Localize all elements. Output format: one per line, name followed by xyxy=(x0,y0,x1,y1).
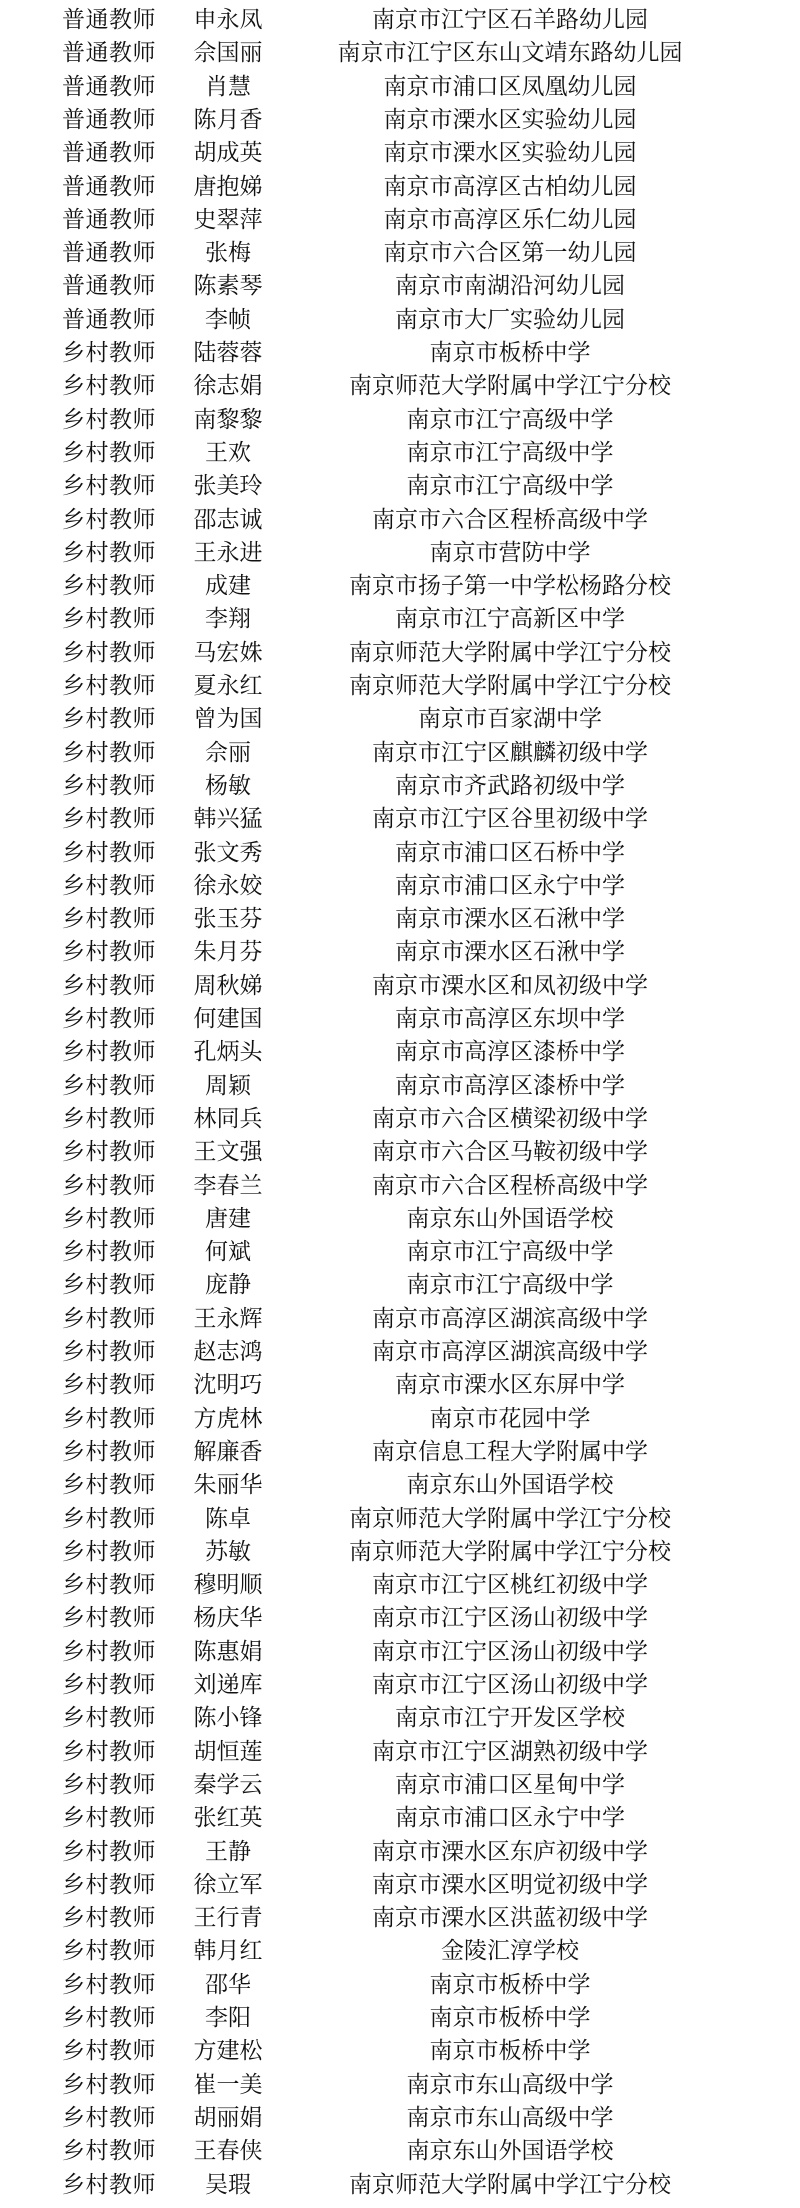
table-row xyxy=(0,1103,800,1136)
teacher-name: 胡恒莲 xyxy=(193,1738,263,1765)
teacher-name: 朱月芬 xyxy=(193,939,263,966)
teacher-name: 张红英 xyxy=(193,1805,263,1832)
school-name: 南京市高淳区湖滨高级中学 xyxy=(372,1305,648,1332)
school-name: 南京师范大学附属中学江宁分校 xyxy=(349,1538,671,1565)
school-name: 南京市浦口区石桥中学 xyxy=(395,839,625,866)
table-row xyxy=(0,1669,800,1702)
table-row xyxy=(0,1902,800,1935)
teacher-name: 王行青 xyxy=(193,1905,263,1932)
school-name: 南京市南湖沿河幼儿园 xyxy=(395,273,625,300)
table-row xyxy=(0,1336,800,1369)
table-row xyxy=(0,437,800,470)
teacher-category: 乡村教师 xyxy=(62,1039,156,1066)
table-row xyxy=(0,237,800,270)
teacher-category: 乡村教师 xyxy=(62,406,156,433)
teacher-category: 乡村教师 xyxy=(62,1572,156,1599)
teacher-category: 乡村教师 xyxy=(62,972,156,999)
teacher-name: 杨庆华 xyxy=(193,1605,263,1632)
school-name: 南京市板桥中学 xyxy=(429,2038,591,2065)
teacher-name: 王静 xyxy=(205,1838,251,1865)
teacher-category: 乡村教师 xyxy=(62,506,156,533)
teacher-name: 方建松 xyxy=(193,2038,263,2065)
teacher-name: 王永辉 xyxy=(193,1305,263,1332)
school-name: 南京东山外国语学校 xyxy=(406,1472,614,1499)
table-row xyxy=(0,1436,800,1469)
teacher-name: 胡成英 xyxy=(193,140,263,167)
teacher-name: 苏敏 xyxy=(205,1538,251,1565)
school-name: 南京市江宁高级中学 xyxy=(406,439,614,466)
teacher-name: 周秋娣 xyxy=(193,972,263,999)
teacher-category: 乡村教师 xyxy=(62,2138,156,2165)
teacher-name: 秦学云 xyxy=(193,1771,263,1798)
teacher-name: 佘丽 xyxy=(205,739,251,766)
teacher-name: 王文强 xyxy=(193,1139,263,1166)
table-row xyxy=(0,71,800,104)
school-name: 南京市江宁高级中学 xyxy=(406,473,614,500)
table-row xyxy=(0,1170,800,1203)
teacher-name: 陈卓 xyxy=(205,1505,251,1532)
table-row xyxy=(0,1769,800,1802)
teacher-name: 马宏姝 xyxy=(193,639,263,666)
teacher-category: 乡村教师 xyxy=(62,1006,156,1032)
teacher-name: 胡丽娟 xyxy=(193,2104,263,2131)
teacher-name: 朱丽华 xyxy=(193,1472,263,1499)
school-name: 南京市板桥中学 xyxy=(429,340,591,366)
teacher-name: 方虎林 xyxy=(193,1405,263,1432)
table-row xyxy=(0,4,800,37)
table-row xyxy=(0,104,800,137)
teacher-category: 乡村教师 xyxy=(62,2038,156,2065)
teacher-name: 李帧 xyxy=(205,306,251,333)
school-name: 南京市高淳区漆桥中学 xyxy=(395,1039,625,1066)
teacher-category: 乡村教师 xyxy=(62,1305,156,1332)
school-name: 南京师范大学附属中学江宁分校 xyxy=(349,2171,671,2198)
teacher-category: 普通教师 xyxy=(62,240,156,267)
teacher-category: 普通教师 xyxy=(62,106,156,133)
teacher-name: 崔一美 xyxy=(193,2071,263,2098)
table-row xyxy=(0,1636,800,1669)
teacher-name: 李阳 xyxy=(205,2005,251,2031)
school-name: 南京师范大学附属中学江宁分校 xyxy=(349,1505,671,1532)
school-name: 南京市六合区马鞍初级中学 xyxy=(372,1139,648,1166)
school-name: 南京师范大学附属中学江宁分校 xyxy=(349,373,671,400)
teacher-category: 乡村教师 xyxy=(62,1105,156,1132)
teacher-category: 乡村教师 xyxy=(62,1538,156,1565)
school-name: 南京市高淳区东坝中学 xyxy=(395,1006,625,1032)
table-row xyxy=(0,1503,800,1536)
teacher-category: 乡村教师 xyxy=(62,373,156,400)
teacher-name: 孔炳头 xyxy=(193,1039,263,1066)
school-name: 南京市浦口区星甸中学 xyxy=(395,1771,625,1798)
school-name: 南京市浦口区凤凰幼儿园 xyxy=(383,73,637,100)
teacher-name: 王永进 xyxy=(193,539,263,566)
school-name: 南京市溧水区明觉初级中学 xyxy=(372,1871,648,1898)
table-row xyxy=(0,803,800,836)
table-row xyxy=(0,1403,800,1436)
table-row xyxy=(0,171,800,204)
teacher-category: 普通教师 xyxy=(62,206,156,233)
table-row xyxy=(0,637,800,670)
school-name: 南京市浦口区永宁中学 xyxy=(395,1805,625,1832)
table-row xyxy=(0,1736,800,1769)
table-row xyxy=(0,1869,800,1902)
teacher-category: 乡村教师 xyxy=(62,806,156,833)
school-name: 南京市花园中学 xyxy=(429,1405,591,1432)
teacher-name: 赵志鸿 xyxy=(193,1339,263,1365)
teacher-name: 张玉芬 xyxy=(193,906,263,933)
table-row xyxy=(0,270,800,303)
school-name: 南京市扬子第一中学松杨路分校 xyxy=(349,573,671,600)
school-name: 南京市江宁区石羊路幼儿园 xyxy=(372,7,648,33)
table-row xyxy=(0,1303,800,1336)
teacher-category: 乡村教师 xyxy=(62,1205,156,1232)
table-row xyxy=(0,370,800,403)
teacher-name: 穆明顺 xyxy=(193,1572,263,1599)
teacher-category: 乡村教师 xyxy=(62,1638,156,1665)
school-name: 南京市高淳区古柏幼儿园 xyxy=(383,173,637,200)
teacher-name: 徐志娟 xyxy=(193,373,263,400)
teacher-name: 韩兴猛 xyxy=(193,806,263,833)
teacher-name: 周颖 xyxy=(205,1072,251,1099)
teacher-name: 成建 xyxy=(205,573,251,600)
teacher-name: 杨敏 xyxy=(205,772,251,799)
table-row xyxy=(0,404,800,437)
teacher-category: 普通教师 xyxy=(62,306,156,333)
school-name: 南京师范大学附属中学江宁分校 xyxy=(349,673,671,699)
table-row xyxy=(0,2102,800,2135)
school-name: 南京市溧水区石湫中学 xyxy=(395,939,625,966)
table-row xyxy=(0,770,800,803)
school-name: 南京市江宁高级中学 xyxy=(406,1239,614,1266)
table-row xyxy=(0,137,800,170)
table-row xyxy=(0,703,800,736)
school-name: 南京市高淳区乐仁幼儿园 xyxy=(383,206,637,233)
teacher-name: 史翠萍 xyxy=(193,206,263,233)
table-row xyxy=(0,304,800,337)
teacher-category: 普通教师 xyxy=(62,7,156,33)
school-name: 南京市江宁区汤山初级中学 xyxy=(372,1605,648,1632)
table-row xyxy=(0,1602,800,1635)
table-row xyxy=(0,1236,800,1269)
table-row xyxy=(0,903,800,936)
school-name: 南京市六合区横梁初级中学 xyxy=(372,1105,648,1132)
teacher-category: 乡村教师 xyxy=(62,1472,156,1499)
teacher-category: 乡村教师 xyxy=(62,673,156,699)
teacher-category: 普通教师 xyxy=(62,73,156,100)
table-row xyxy=(0,2169,800,2202)
teacher-name: 王春侠 xyxy=(193,2138,263,2165)
school-name: 南京师范大学附属中学江宁分校 xyxy=(349,639,671,666)
school-name: 南京市江宁区麒麟初级中学 xyxy=(372,739,648,766)
school-name: 南京市江宁高级中学 xyxy=(406,406,614,433)
teacher-category: 乡村教师 xyxy=(62,1971,156,1998)
teacher-category: 乡村教师 xyxy=(62,1139,156,1166)
teacher-name: 徐永姣 xyxy=(193,872,263,899)
teacher-category: 乡村教师 xyxy=(62,772,156,799)
teacher-category: 乡村教师 xyxy=(62,2104,156,2131)
teacher-name: 邵志诚 xyxy=(193,506,263,533)
school-name: 南京市江宁区汤山初级中学 xyxy=(372,1672,648,1698)
teacher-name: 申永凤 xyxy=(193,7,263,33)
table-row xyxy=(0,537,800,570)
teacher-category: 乡村教师 xyxy=(62,539,156,566)
teacher-name: 吴瑕 xyxy=(205,2171,251,2198)
teacher-name: 庞静 xyxy=(205,1272,251,1299)
school-name: 南京市江宁高级中学 xyxy=(406,1272,614,1299)
teacher-name: 南黎黎 xyxy=(193,406,263,433)
school-name: 南京市六合区第一幼儿园 xyxy=(383,240,637,267)
teacher-name: 陈小锋 xyxy=(193,1705,263,1732)
table-row xyxy=(0,737,800,770)
table-row xyxy=(0,870,800,903)
teacher-name: 肖慧 xyxy=(205,73,251,100)
teacher-category: 普通教师 xyxy=(62,173,156,200)
table-row xyxy=(0,1702,800,1735)
teacher-name: 沈明巧 xyxy=(193,1372,263,1399)
school-name: 南京市六合区程桥高级中学 xyxy=(372,1172,648,1199)
table-row xyxy=(0,837,800,870)
table-row xyxy=(0,1969,800,2002)
school-name: 南京市营防中学 xyxy=(429,539,591,566)
teacher-category: 乡村教师 xyxy=(62,1605,156,1632)
school-name: 南京市溧水区实验幼儿园 xyxy=(383,140,637,167)
table-row xyxy=(0,1836,800,1869)
teacher-category: 乡村教师 xyxy=(62,439,156,466)
table-row xyxy=(0,1469,800,1502)
teacher-name: 陆蓉蓉 xyxy=(193,340,263,366)
teacher-name: 张美玲 xyxy=(193,473,263,500)
school-name: 南京市溧水区洪蓝初级中学 xyxy=(372,1905,648,1932)
teacher-name: 张梅 xyxy=(205,240,251,267)
teacher-category: 乡村教师 xyxy=(62,340,156,366)
teacher-category: 乡村教师 xyxy=(62,1072,156,1099)
teacher-category: 乡村教师 xyxy=(62,1239,156,1266)
school-name: 南京市高淳区湖滨高级中学 xyxy=(372,1339,648,1365)
table-row xyxy=(0,1036,800,1069)
teacher-category: 普通教师 xyxy=(62,140,156,167)
table-row xyxy=(0,1935,800,1968)
table-row xyxy=(0,1136,800,1169)
teacher-category: 乡村教师 xyxy=(62,872,156,899)
teacher-category: 乡村教师 xyxy=(62,1871,156,1898)
teacher-name: 曾为国 xyxy=(193,706,263,733)
school-name: 南京市溧水区和凤初级中学 xyxy=(372,972,648,999)
teacher-category: 乡村教师 xyxy=(62,1905,156,1932)
table-row xyxy=(0,1003,800,1036)
table-row xyxy=(0,670,800,703)
teacher-category: 乡村教师 xyxy=(62,1272,156,1299)
school-name: 南京市百家湖中学 xyxy=(418,706,602,733)
table-row xyxy=(0,2002,800,2035)
teacher-category: 乡村教师 xyxy=(62,606,156,633)
teacher-category: 普通教师 xyxy=(62,273,156,300)
school-name: 金陵汇淳学校 xyxy=(441,1938,579,1965)
school-name: 南京市板桥中学 xyxy=(429,2005,591,2031)
school-name: 南京市江宁区汤山初级中学 xyxy=(372,1638,648,1665)
school-name: 南京市溧水区实验幼儿园 xyxy=(383,106,637,133)
teacher-name: 林同兵 xyxy=(193,1105,263,1132)
teacher-name: 解廉香 xyxy=(193,1438,263,1465)
school-name: 南京信息工程大学附属中学 xyxy=(372,1438,648,1465)
teacher-category: 乡村教师 xyxy=(62,473,156,500)
school-name: 南京市江宁区谷里初级中学 xyxy=(372,806,648,833)
school-name: 南京市溧水区东庐初级中学 xyxy=(372,1838,648,1865)
teacher-category: 乡村教师 xyxy=(62,1405,156,1432)
table-row xyxy=(0,2135,800,2168)
teacher-name: 邵华 xyxy=(205,1971,251,1998)
teacher-category: 普通教师 xyxy=(62,40,156,67)
school-name: 南京市浦口区永宁中学 xyxy=(395,872,625,899)
table-row xyxy=(0,204,800,237)
teacher-name: 唐抱娣 xyxy=(193,173,263,200)
teacher-name: 王欢 xyxy=(205,439,251,466)
school-name: 南京市大厂实验幼儿园 xyxy=(395,306,625,333)
table-row xyxy=(0,1203,800,1236)
teacher-category: 乡村教师 xyxy=(62,939,156,966)
table-row xyxy=(0,37,800,70)
teacher-name: 何建国 xyxy=(193,1006,263,1032)
table-row xyxy=(0,1802,800,1835)
teacher-category: 乡村教师 xyxy=(62,1339,156,1365)
table-row xyxy=(0,470,800,503)
teacher-category: 乡村教师 xyxy=(62,1805,156,1832)
teacher-name: 李翔 xyxy=(205,606,251,633)
teacher-name: 陈月香 xyxy=(193,106,263,133)
school-name: 南京市六合区程桥高级中学 xyxy=(372,506,648,533)
school-name: 南京市江宁区湖熟初级中学 xyxy=(372,1738,648,1765)
teacher-name: 夏永红 xyxy=(193,673,263,699)
school-name: 南京市高淳区漆桥中学 xyxy=(395,1072,625,1099)
school-name: 南京市江宁开发区学校 xyxy=(395,1705,625,1732)
school-name: 南京市溧水区东屏中学 xyxy=(395,1372,625,1399)
teacher-category: 乡村教师 xyxy=(62,1372,156,1399)
teacher-name: 佘国丽 xyxy=(193,40,263,67)
table-row xyxy=(0,2069,800,2102)
school-name: 南京东山外国语学校 xyxy=(406,1205,614,1232)
school-name: 南京市江宁区东山文靖东路幼儿园 xyxy=(337,40,683,67)
school-name: 南京市东山高级中学 xyxy=(406,2104,614,2131)
teacher-category: 乡村教师 xyxy=(62,1838,156,1865)
school-name: 南京东山外国语学校 xyxy=(406,2138,614,2165)
teacher-name: 韩月红 xyxy=(193,1938,263,1965)
teacher-category: 乡村教师 xyxy=(62,2005,156,2031)
teacher-category: 乡村教师 xyxy=(62,706,156,733)
teacher-category: 乡村教师 xyxy=(62,839,156,866)
teacher-category: 乡村教师 xyxy=(62,1505,156,1532)
school-name: 南京市东山高级中学 xyxy=(406,2071,614,2098)
table-row xyxy=(0,603,800,636)
school-name: 南京市江宁高新区中学 xyxy=(395,606,625,633)
teacher-category: 乡村教师 xyxy=(62,1938,156,1965)
table-row xyxy=(0,1269,800,1302)
table-row xyxy=(0,1569,800,1602)
school-name: 南京市板桥中学 xyxy=(429,1971,591,1998)
table-row xyxy=(0,1369,800,1402)
teacher-category: 乡村教师 xyxy=(62,1705,156,1732)
table-row xyxy=(0,1070,800,1103)
teacher-category: 乡村教师 xyxy=(62,1438,156,1465)
table-row xyxy=(0,2035,800,2068)
teacher-name: 唐建 xyxy=(205,1205,251,1232)
school-name: 南京市齐武路初级中学 xyxy=(395,772,625,799)
teacher-name: 李春兰 xyxy=(193,1172,263,1199)
table-row xyxy=(0,504,800,537)
school-name: 南京市溧水区石湫中学 xyxy=(395,906,625,933)
school-name: 南京市江宁区桃红初级中学 xyxy=(372,1572,648,1599)
teacher-name: 张文秀 xyxy=(193,839,263,866)
table-row xyxy=(0,337,800,370)
teacher-category: 乡村教师 xyxy=(62,1738,156,1765)
teacher-category: 乡村教师 xyxy=(62,573,156,600)
table-row xyxy=(0,570,800,603)
table-row xyxy=(0,1536,800,1569)
teacher-category: 乡村教师 xyxy=(62,1771,156,1798)
teacher-category: 乡村教师 xyxy=(62,2071,156,2098)
table-row xyxy=(0,936,800,969)
teacher-name: 陈素琴 xyxy=(193,273,263,300)
table-row xyxy=(0,970,800,1003)
teacher-name: 何斌 xyxy=(205,1239,251,1266)
teacher-name: 徐立军 xyxy=(193,1871,263,1898)
teacher-name: 刘递库 xyxy=(193,1672,263,1698)
teacher-category: 乡村教师 xyxy=(62,1672,156,1698)
teacher-category: 乡村教师 xyxy=(62,1172,156,1199)
teacher-category: 乡村教师 xyxy=(62,639,156,666)
teacher-name: 陈惠娟 xyxy=(193,1638,263,1665)
teacher-category: 乡村教师 xyxy=(62,2171,156,2198)
teacher-category: 乡村教师 xyxy=(62,906,156,933)
teacher-category: 乡村教师 xyxy=(62,739,156,766)
